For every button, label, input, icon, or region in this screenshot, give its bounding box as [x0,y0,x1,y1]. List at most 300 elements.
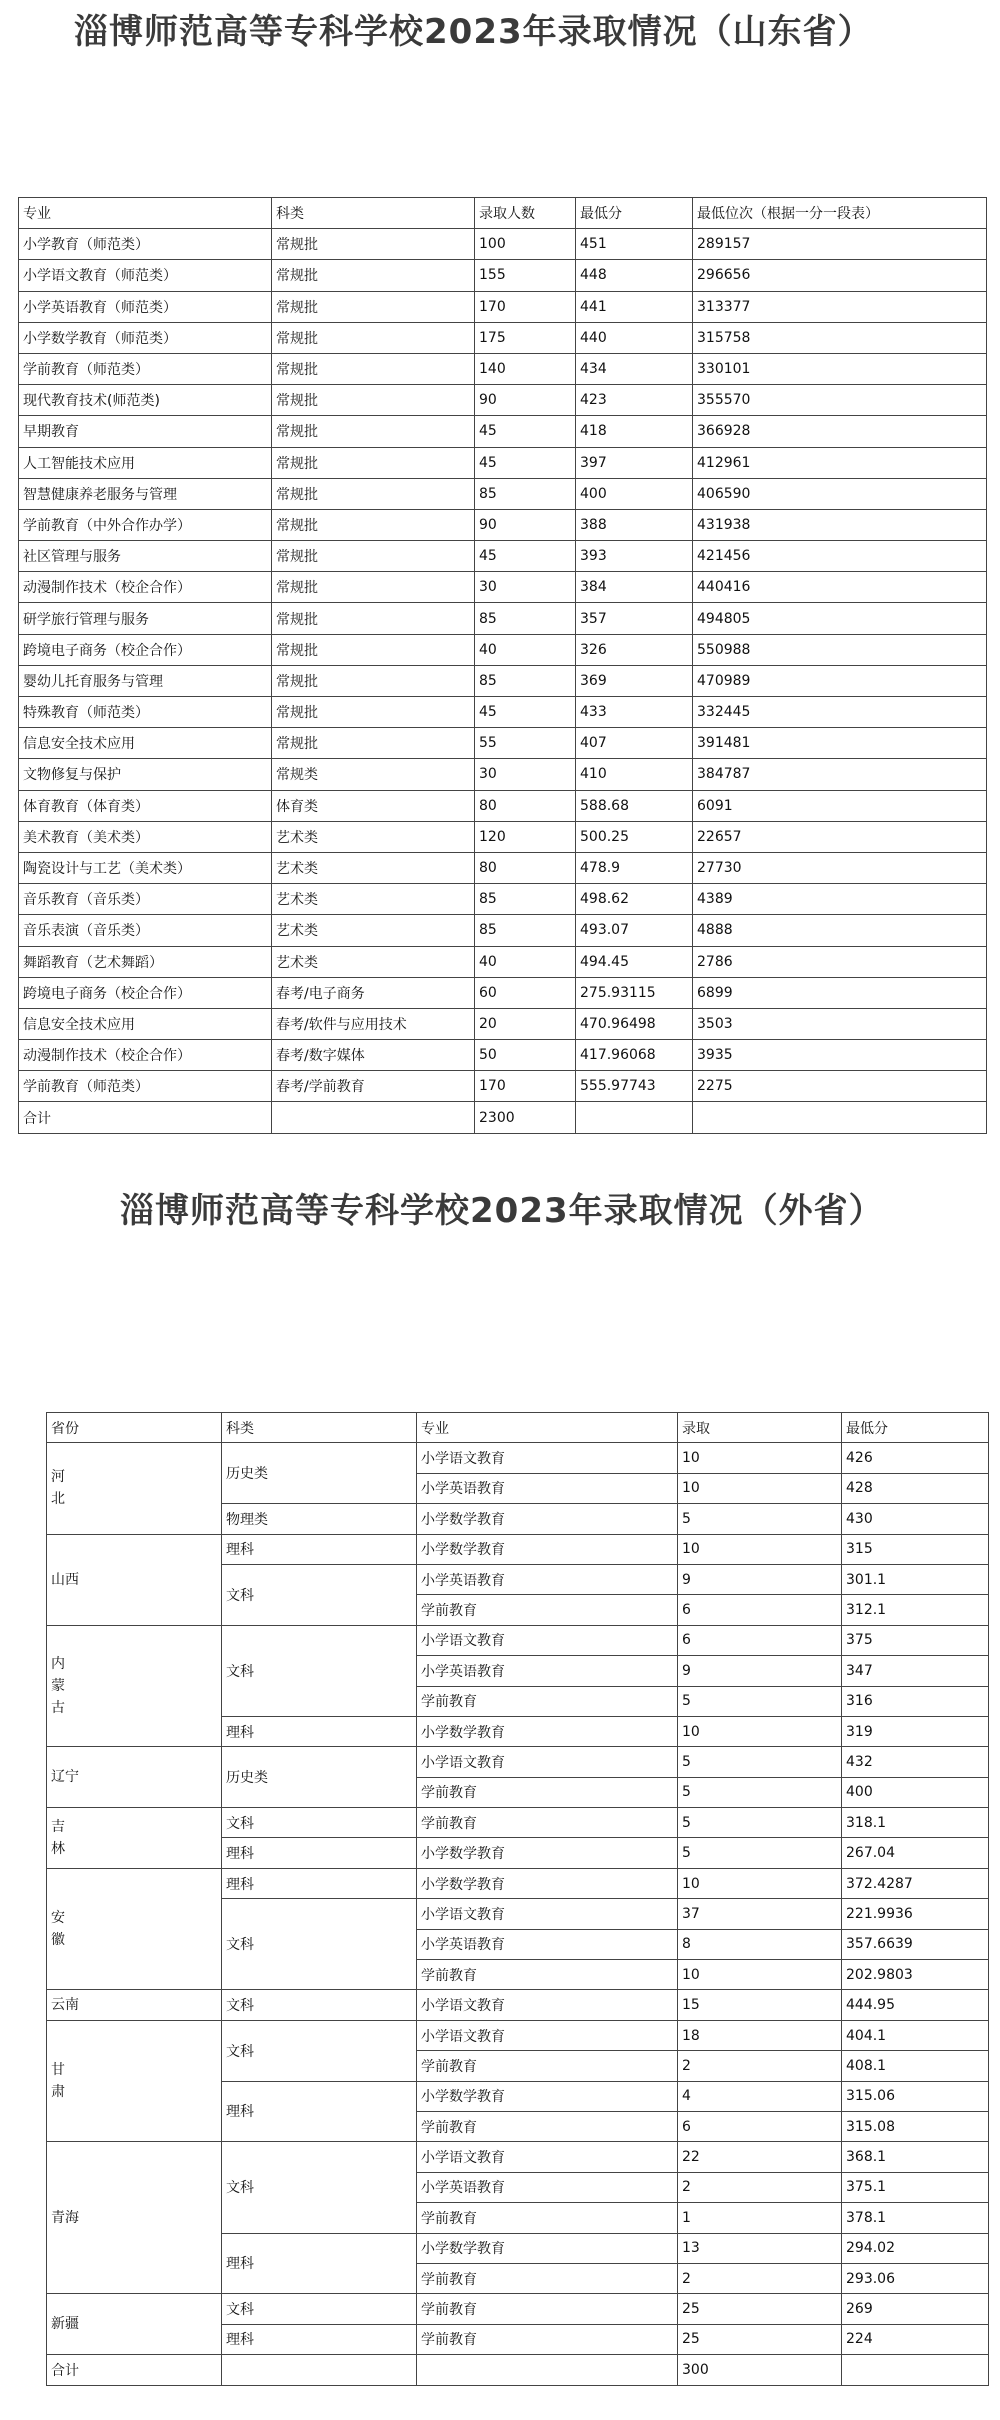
province-cell: 河 北 [47,1443,222,1534]
table-cell: 431938 [693,509,987,540]
table-cell: 407 [576,728,693,759]
table-cell: 常规批 [272,509,475,540]
table-cell: 432 [842,1747,989,1777]
table-cell: 艺术类 [272,915,475,946]
table-cell: 45 [475,447,576,478]
table-row [19,353,987,384]
table-cell: 常规批 [272,353,475,384]
table-cell: 400 [576,478,693,509]
table-row [47,1443,989,1473]
table-cell: 418 [576,416,693,447]
table-cell: 春考/电子商务 [272,977,475,1008]
table-cell: 小学语文教育 [417,2020,678,2050]
table-row [19,291,987,322]
table-cell: 学前教育 [417,1777,678,1807]
table-cell: 120 [475,821,576,852]
table-cell [272,1102,475,1133]
table-cell: 小学教育（师范类） [19,229,272,260]
table-cell: 85 [475,884,576,915]
table-cell: 小学数学教育 [417,1868,678,1898]
category-cell: 理科 [222,2233,417,2294]
table-cell: 289157 [693,229,987,260]
table-cell: 跨境电子商务（校企合作） [19,977,272,1008]
table-cell: 494.45 [576,946,693,977]
table-header-row [19,198,987,229]
table-cell: 人工智能技术应用 [19,447,272,478]
table-cell: 智慧健康养老服务与管理 [19,478,272,509]
table-cell: 423 [576,385,693,416]
table-cell: 社区管理与服务 [19,541,272,572]
table-row [19,229,987,260]
table-row [47,1868,989,1898]
table-cell: 330101 [693,353,987,384]
table-cell: 296656 [693,260,987,291]
table-cell: 13 [678,2233,842,2263]
table-cell: 170 [475,291,576,322]
table-row [19,821,987,852]
table-cell: 384787 [693,759,987,790]
table-row [47,1625,989,1655]
table-row [19,447,987,478]
table-cell: 391481 [693,728,987,759]
table-cell: 信息安全技术应用 [19,728,272,759]
category-cell: 文科 [222,2294,417,2324]
table-cell: 428 [842,1473,989,1503]
table-cell: 小学数学教育 [417,1504,678,1534]
table-cell: 4 [678,2081,842,2111]
other-provinces-admission-table [46,1412,989,2386]
table-cell: 信息安全技术应用 [19,1008,272,1039]
table-cell: 6 [678,2111,842,2141]
table-cell: 85 [475,603,576,634]
table-cell: 春考/软件与应用技术 [272,1008,475,1039]
province-cell: 山西 [47,1534,222,1625]
table-cell: 313377 [693,291,987,322]
table-cell: 555.97743 [576,1071,693,1102]
table-cell: 艺术类 [272,821,475,852]
table-cell: 最低分 [842,1413,989,1443]
table-cell: 体育类 [272,790,475,821]
table-cell: 小学语文教育 [417,1443,678,1473]
table-cell: 417.96068 [576,1040,693,1071]
table-cell: 8 [678,1929,842,1959]
table-cell: 433 [576,697,693,728]
table-cell: 动漫制作技术（校企合作） [19,572,272,603]
table-cell: 常规批 [272,291,475,322]
table-cell: 2275 [693,1071,987,1102]
table-row [19,478,987,509]
table-row [19,665,987,696]
table-cell: 550988 [693,634,987,665]
table-row [19,790,987,821]
table-cell: 294.02 [842,2233,989,2263]
table-cell: 451 [576,229,693,260]
table-row [47,1747,989,1777]
table-cell: 学前教育 [417,2111,678,2141]
table-cell: 学前教育 [417,2294,678,2324]
table-cell: 常规批 [272,603,475,634]
table-cell: 315.06 [842,2081,989,2111]
table-row [19,260,987,291]
table-cell: 小学英语教育 [417,1473,678,1503]
table-cell: 省份 [47,1413,222,1443]
table-cell: 347 [842,1656,989,1686]
table-cell: 小学语文教育（师范类） [19,260,272,291]
table-cell: 春考/数字媒体 [272,1040,475,1071]
table-row [19,541,987,572]
category-cell: 理科 [222,2324,417,2354]
table-cell: 小学英语教育 [417,1656,678,1686]
table-cell: 378.1 [842,2203,989,2233]
table-cell: 学前教育（师范类） [19,353,272,384]
category-cell: 历史类 [222,1747,417,1808]
table-cell: 45 [475,697,576,728]
table-cell: 2 [678,2263,842,2293]
table-cell: 学前教育（中外合作办学） [19,509,272,540]
province-cell: 云南 [47,1990,222,2020]
table-row [47,1808,989,1838]
category-cell: 理科 [222,1716,417,1746]
table-cell: 355570 [693,385,987,416]
table-cell: 2300 [475,1102,576,1133]
table-cell: 学前教育 [417,1595,678,1625]
table-cell: 跨境电子商务（校企合作） [19,634,272,665]
table-cell: 470.96498 [576,1008,693,1039]
table-cell: 录取 [678,1413,842,1443]
table-cell: 6899 [693,977,987,1008]
table-row [19,1040,987,1071]
table-cell: 最低分 [576,198,693,229]
table-cell: 9 [678,1564,842,1594]
table-cell [417,2355,678,2385]
table-cell: 478.9 [576,852,693,883]
table-cell: 常规批 [272,665,475,696]
table-cell: 10 [678,1443,842,1473]
table-cell: 293.06 [842,2263,989,2293]
page-title-other-provinces: 淄博师范高等专科学校2023年录取情况（外省） [120,1191,884,1231]
table-row [19,759,987,790]
table-cell: 小学语文教育 [417,2142,678,2172]
table-cell: 音乐教育（音乐类） [19,884,272,915]
table-cell: 100 [475,229,576,260]
table-cell: 6 [678,1625,842,1655]
table-cell: 学前教育 [417,1808,678,1838]
table-cell: 316 [842,1686,989,1716]
table-cell: 舞蹈教育（艺术舞蹈） [19,946,272,977]
table-cell: 2 [678,2172,842,2202]
table-cell: 艺术类 [272,884,475,915]
table-row [19,915,987,946]
table-cell: 421456 [693,541,987,572]
province-cell: 新疆 [47,2294,222,2355]
table-cell: 3503 [693,1008,987,1039]
table-row [47,1534,989,1564]
table-cell: 406590 [693,478,987,509]
table-cell: 45 [475,541,576,572]
table-cell: 小学数学教育 [417,1534,678,1564]
table-cell: 常规批 [272,229,475,260]
table-cell: 常规批 [272,697,475,728]
table-cell: 448 [576,260,693,291]
table-cell [576,1102,693,1133]
table-cell: 5 [678,1838,842,1868]
table-cell: 特殊教育（师范类） [19,697,272,728]
table-cell: 412961 [693,447,987,478]
table-cell: 专业 [19,198,272,229]
table-cell: 15 [678,1990,842,2020]
table-cell: 常规批 [272,416,475,447]
table-cell: 45 [475,416,576,447]
table-cell: 397 [576,447,693,478]
table-cell: 常规批 [272,728,475,759]
table-cell: 5 [678,1686,842,1716]
shandong-admission-table [18,197,987,1134]
table-cell: 婴幼儿托育服务与管理 [19,665,272,696]
category-cell: 文科 [222,1808,417,1838]
table-cell: 20 [475,1008,576,1039]
table-cell: 85 [475,665,576,696]
table-cell: 315758 [693,322,987,353]
table-cell: 1 [678,2203,842,2233]
table-row [19,416,987,447]
table-cell: 2786 [693,946,987,977]
table-cell: 408.1 [842,2051,989,2081]
table-cell: 375 [842,1625,989,1655]
table-cell: 9 [678,1656,842,1686]
table-cell: 现代教育技术(师范类) [19,385,272,416]
table-row [47,2020,989,2050]
category-cell: 文科 [222,1899,417,1990]
table-cell: 60 [475,977,576,1008]
table-cell: 学前教育 [417,2203,678,2233]
table-cell: 5 [678,1747,842,1777]
table-cell: 常规类 [272,759,475,790]
table-cell: 常规批 [272,447,475,478]
province-cell: 内 蒙 古 [47,1625,222,1747]
table-cell: 90 [475,509,576,540]
table-cell: 科类 [222,1413,417,1443]
table-cell: 常规批 [272,260,475,291]
table-cell: 357 [576,603,693,634]
table-cell: 18 [678,2020,842,2050]
table-cell: 小学语文教育 [417,1625,678,1655]
table-header-row [47,1413,989,1443]
table-cell: 493.07 [576,915,693,946]
table-cell [693,1102,987,1133]
table-row [47,1990,989,2020]
table-cell: 470989 [693,665,987,696]
category-cell: 历史类 [222,1443,417,1504]
table-cell: 小学英语教育 [417,1929,678,1959]
table-cell [222,2355,417,2385]
table-row [19,385,987,416]
table-row [19,697,987,728]
table-row [19,1071,987,1102]
province-cell: 甘 肃 [47,2020,222,2142]
category-cell: 理科 [222,1868,417,1898]
table-cell: 22657 [693,821,987,852]
province-cell: 辽宁 [47,1747,222,1808]
table-cell: 春考/学前教育 [272,1071,475,1102]
table-row [19,322,987,353]
table-cell: 366928 [693,416,987,447]
table-cell: 393 [576,541,693,572]
category-cell: 文科 [222,1990,417,2020]
province-cell: 青海 [47,2142,222,2294]
table-cell: 441 [576,291,693,322]
table-cell: 300 [678,2355,842,2385]
table-cell: 5 [678,1504,842,1534]
table-row [19,728,987,759]
table-cell: 科类 [272,198,475,229]
table-cell: 202.9803 [842,1960,989,1990]
table-cell: 3935 [693,1040,987,1071]
table-cell: 学前教育（师范类） [19,1071,272,1102]
table-cell: 10 [678,1534,842,1564]
table-row [19,634,987,665]
table-cell: 312.1 [842,1595,989,1625]
table-cell: 384 [576,572,693,603]
table-cell: 常规批 [272,572,475,603]
table-cell: 404.1 [842,2020,989,2050]
table-cell: 小学语文教育 [417,1990,678,2020]
table-cell: 最低位次（根据一分一段表） [693,198,987,229]
table-cell: 陶瓷设计与工艺（美术类） [19,852,272,883]
category-cell: 文科 [222,1564,417,1625]
table-cell: 4888 [693,915,987,946]
table-cell: 2 [678,2051,842,2081]
table-cell: 10 [678,1868,842,1898]
table-cell: 426 [842,1443,989,1473]
table-cell: 6 [678,1595,842,1625]
category-cell: 理科 [222,1838,417,1868]
table-cell: 学前教育 [417,2263,678,2293]
category-cell: 物理类 [222,1504,417,1534]
table-cell: 494805 [693,603,987,634]
table-cell: 444.95 [842,1990,989,2020]
table-cell: 学前教育 [417,2324,678,2354]
table-cell: 85 [475,478,576,509]
table-cell: 375.1 [842,2172,989,2202]
table-row [47,2142,989,2172]
table-cell: 80 [475,790,576,821]
table-cell: 27730 [693,852,987,883]
table-cell: 434 [576,353,693,384]
table-cell: 小学数学教育 [417,1838,678,1868]
table-cell: 5 [678,1808,842,1838]
table-total-row [47,2355,989,2385]
table-cell: 170 [475,1071,576,1102]
table-cell: 40 [475,946,576,977]
table-cell: 22 [678,2142,842,2172]
page-title-shandong: 淄博师范高等专科学校2023年录取情况（山东省） [74,12,873,52]
table-cell: 合计 [47,2355,222,2385]
table-cell: 332445 [693,697,987,728]
table-row [19,603,987,634]
table-cell: 269 [842,2294,989,2324]
table-cell: 美术教育（美术类） [19,821,272,852]
table-cell: 369 [576,665,693,696]
table-cell: 440416 [693,572,987,603]
table-cell: 440 [576,322,693,353]
table-cell: 常规批 [272,322,475,353]
table-row [19,977,987,1008]
table-row [19,1008,987,1039]
table-cell: 275.93115 [576,977,693,1008]
table-cell: 常规批 [272,634,475,665]
table-cell: 常规批 [272,478,475,509]
table-row [19,884,987,915]
table-cell: 常规批 [272,541,475,572]
table-cell: 文物修复与保护 [19,759,272,790]
table-cell: 动漫制作技术（校企合作） [19,1040,272,1071]
table-cell: 357.6639 [842,1929,989,1959]
table-row [19,852,987,883]
table-row [19,946,987,977]
table-cell: 400 [842,1777,989,1807]
table-cell: 常规批 [272,385,475,416]
table-cell: 学前教育 [417,1960,678,1990]
category-cell: 文科 [222,1625,417,1716]
table-cell: 55 [475,728,576,759]
table-cell: 研学旅行管理与服务 [19,603,272,634]
table-cell: 224 [842,2324,989,2354]
table-cell: 小学语文教育 [417,1747,678,1777]
table-cell: 267.04 [842,1838,989,1868]
table-cell: 小学数学教育 [417,2081,678,2111]
table-cell: 6091 [693,790,987,821]
table-cell: 小学英语教育 [417,1564,678,1594]
table-cell: 80 [475,852,576,883]
table-cell: 40 [475,634,576,665]
table-cell: 315.08 [842,2111,989,2141]
table-cell: 早期教育 [19,416,272,447]
table-cell: 588.68 [576,790,693,821]
table-cell: 410 [576,759,693,790]
table-cell: 388 [576,509,693,540]
table-cell: 录取人数 [475,198,576,229]
table-cell: 50 [475,1040,576,1071]
table-cell: 155 [475,260,576,291]
table-cell: 专业 [417,1413,678,1443]
table-cell: 10 [678,1473,842,1503]
table-cell: 301.1 [842,1564,989,1594]
table-total-row [19,1102,987,1133]
table-cell: 318.1 [842,1808,989,1838]
table-cell: 30 [475,759,576,790]
table-cell: 140 [475,353,576,384]
table-cell: 175 [475,322,576,353]
table-cell: 5 [678,1777,842,1807]
table-cell: 25 [678,2294,842,2324]
table-cell: 498.62 [576,884,693,915]
table-cell: 326 [576,634,693,665]
table-cell: 小学语文教育 [417,1899,678,1929]
table-cell: 372.4287 [842,1868,989,1898]
province-cell: 安 徽 [47,1868,222,1990]
table-cell: 小学英语教育（师范类） [19,291,272,322]
category-cell: 理科 [222,2081,417,2142]
table-cell: 学前教育 [417,2051,678,2081]
table-cell: 小学英语教育 [417,2172,678,2202]
table-cell: 10 [678,1960,842,1990]
category-cell: 理科 [222,1534,417,1564]
table-cell: 368.1 [842,2142,989,2172]
table-row [19,572,987,603]
table-cell: 30 [475,572,576,603]
table-cell: 10 [678,1716,842,1746]
province-cell: 吉 林 [47,1808,222,1869]
